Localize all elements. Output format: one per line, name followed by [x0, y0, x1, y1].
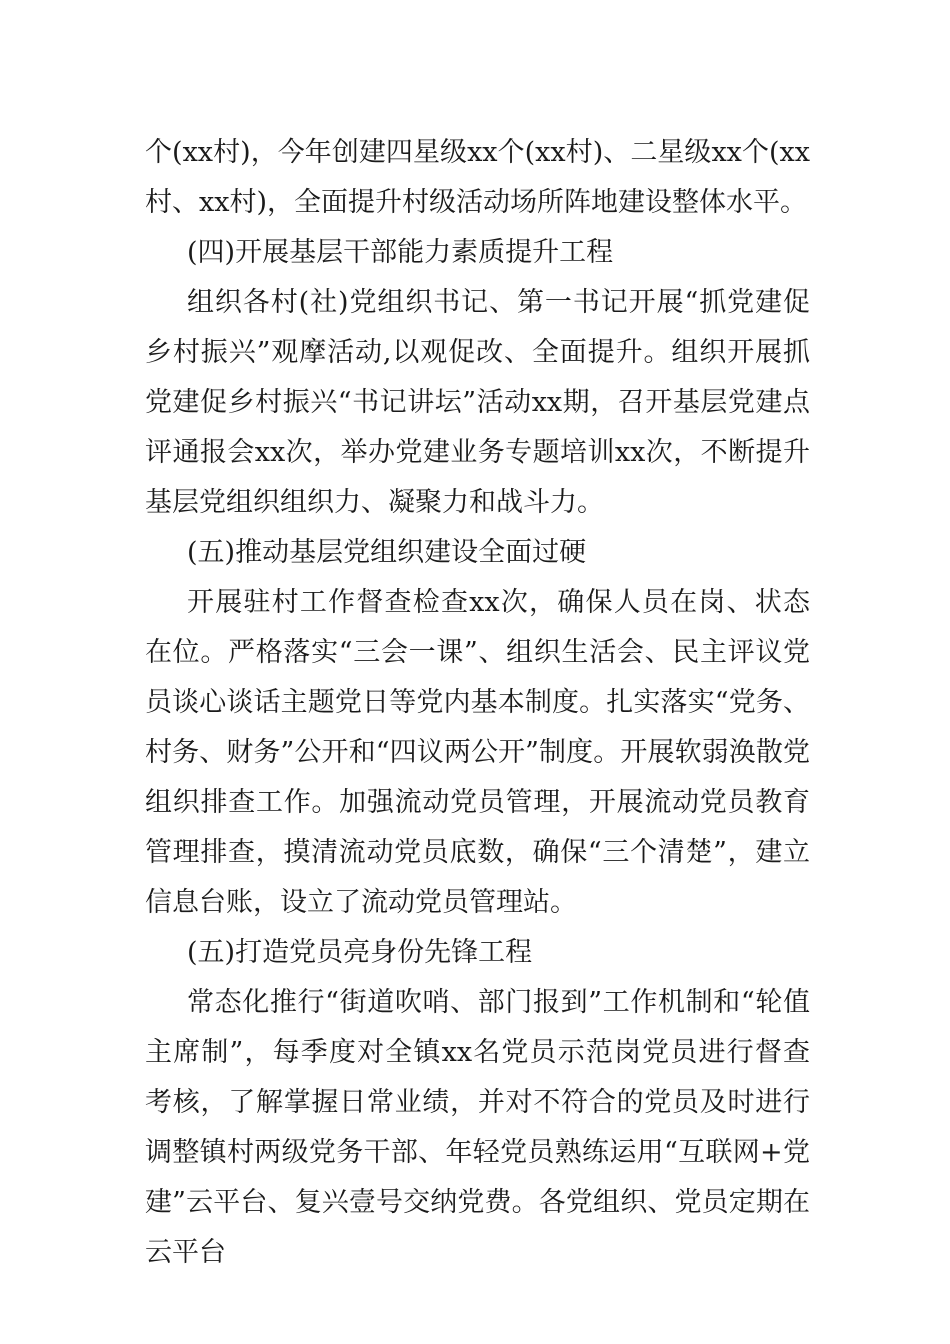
paragraph-body: 组织各村(社)党组织书记、第一书记开展“抓党建促乡村振兴”观摩活动,以观促改、全面提升。组织开展抓党建促乡村振兴“书记讲坛”活动xx期，召开基层党建点评通报会xx次，举办党建业务专题培训xx次，不断提升基层党组织组织力、凝聚力和战斗力。 — [145, 287, 810, 518]
document-body — [145, 128, 810, 1278]
paragraph-body: 开展驻村工作督查检查xx次，确保人员在岗、状态在位。严格落实“三会一课”、组织生活会、民主评议党员谈心谈话主题党日等党内基本制度。扎实落实“党务、村务、财务”公开和“四议两公开”制度。开展软弱涣散党组织排查工作。加强流动党员管理，开展流动党员教育管理排查，摸清流动党员底数，确保“三个清楚”，建立信息台账，设立了流动党员管理站。 — [145, 587, 810, 918]
paragraph-body: 常态化推行“街道吹哨、部门报到”工作机制和“轮值主席制”，每季度对全镇xx名党员示范岗党员进行督查考核，了解掌握日常业绩，并对不符合的党员及时进行调整镇村两级党务干部、年轻党员熟练运用“互联网+党建”云平台、复兴壹号交纳党费。各党组织、党员定期在云平台 — [145, 987, 810, 1268]
section-heading-4: (四)开展基层干部能力素质提升工程 — [187, 237, 614, 268]
section-heading-5b: (五)打造党员亮身份先锋工程 — [187, 937, 533, 968]
paragraph-continuation: 个(xx村)，今年创建四星级xx个(xx村)、二星级xx个(xx村、xx村)，全面提升村级活动场所阵地建设整体水平。 — [145, 137, 810, 218]
section-heading-5a: (五)推动基层党组织建设全面过硬 — [187, 537, 587, 568]
